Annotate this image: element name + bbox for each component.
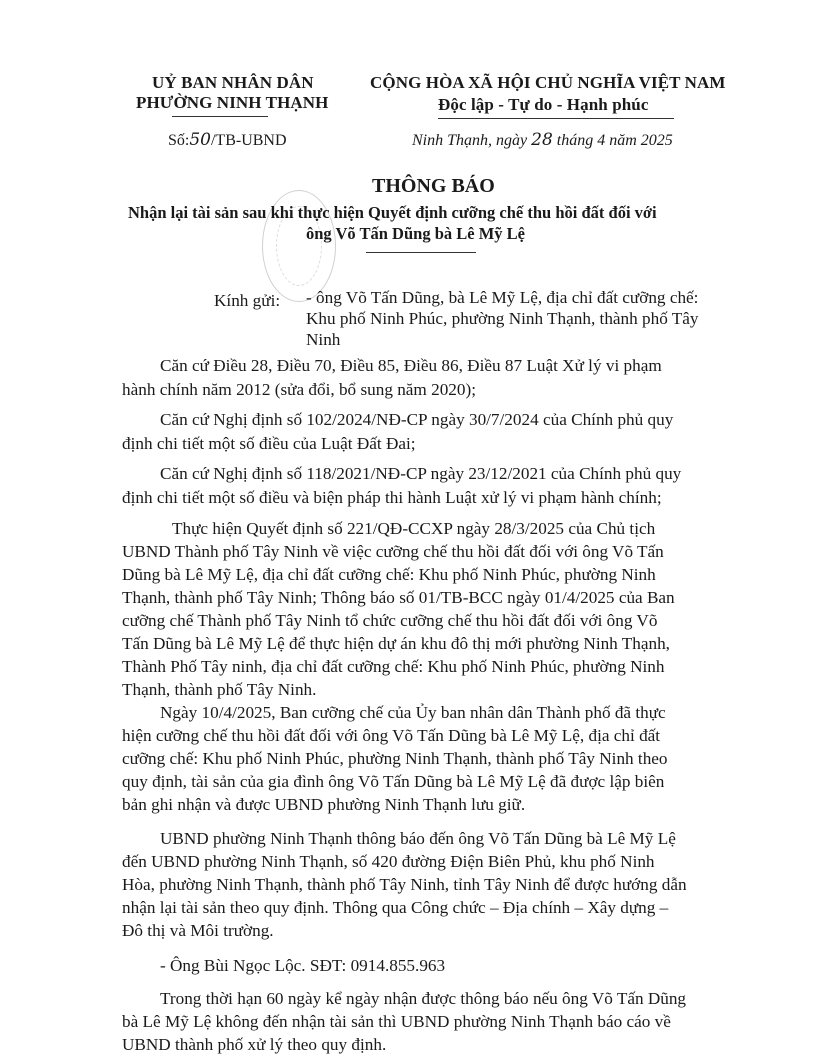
contact-line: - Ông Bùi Ngọc Lộc. SĐT: 0914.855.963 xyxy=(160,956,446,975)
body-line: Trong thời hạn 60 ngày kể ngày nhận được thông báo nếu ông Võ Tấn Dũng xyxy=(160,989,687,1008)
date-prefix: Ninh Thạnh, ngày xyxy=(412,132,528,149)
body-line: Căn cứ Điều 28, Điều 70, Điều 85, Điều 86, Điều 87 Luật Xử lý vi phạm xyxy=(160,356,662,375)
body-line: quy định, tài sản của gia đình ông Võ Tấn Dũng bà Lê Mỹ Lệ đã được lập biên xyxy=(122,772,665,791)
body-line: bản ghi nhận và được UBND phường Ninh Thạnh lưu giữ. xyxy=(122,795,526,814)
body-line: hiện cưỡng chế thu hồi đất đối với ông Võ Tấn Dũng bà Lê Mỹ Lệ, địa chỉ đất xyxy=(122,726,661,745)
recipient-line2: Khu phố Ninh Phúc, phường Ninh Thạnh, thành phố Tây xyxy=(306,309,699,328)
body-line: Thạnh, thành phố Tây Ninh. xyxy=(122,680,317,699)
body-line: cưỡng chế Thành phố Tây Ninh tổ chức cưỡng chế thu hồi đất đối với ông Võ xyxy=(122,611,658,630)
recipient-line1: - ông Võ Tấn Dũng, bà Lê Mỹ Lệ, địa chỉ đất cưỡng chế: xyxy=(306,288,699,307)
date-day-handwritten: 28 xyxy=(531,130,553,150)
body-line: Dũng bà Lê Mỹ Lệ, địa chỉ đất cưỡng chế: Khu phố Ninh Phúc, phường Ninh xyxy=(122,565,656,584)
body-line: bà Lê Mỹ Lệ không đến nhận tài sản thì UBND phường Ninh Thạnh báo cáo về xyxy=(122,1012,671,1031)
motto: Độc lập - Tự do - Hạnh phúc xyxy=(438,95,649,114)
body-line: hành chính năm 2012 (sửa đổi, bổ sung năm 2020); xyxy=(122,380,476,399)
doc-number-handwritten: 50 xyxy=(189,130,211,150)
doc-subtitle-line1: Nhận lại tài sản sau khi thực hiện Quyết định cưỡng chế thu hồi đất đối với xyxy=(128,203,657,222)
body-line: Tấn Dũng bà Lê Mỹ Lệ để thực hiện dự án khu đô thị mới phường Ninh Thạnh, xyxy=(122,634,670,653)
body-line: Căn cứ Nghị định số 118/2021/NĐ-CP ngày 23/12/2021 của Chính phủ quy xyxy=(160,464,682,483)
body-line: Đô thị và Môi trường. xyxy=(122,921,274,940)
body-line: Thành Phố Tây ninh, địa chỉ đất cưỡng chế: Khu phố Ninh Phúc, phường Ninh xyxy=(122,657,665,676)
body-line: Hòa, phường Ninh Thạnh, thành phố Tây Ninh, tỉnh Tây Ninh để được hướng dẫn xyxy=(122,875,687,894)
title-underline xyxy=(366,252,476,253)
body-line: nhận lại tài sản theo quy định. Thông qua Công chức – Địa chính – Xây dựng – xyxy=(122,898,669,917)
doc-number xyxy=(168,130,287,150)
body-line: UBND phường Ninh Thạnh thông báo đến ông Võ Tấn Dũng bà Lê Mỹ Lệ xyxy=(160,829,676,848)
body-line: Ngày 10/4/2025, Ban cưỡng chế của Ủy ban nhân dân Thành phố đã thực xyxy=(160,703,666,722)
org-name-line1: UỶ BAN NHÂN DÂN xyxy=(152,73,314,92)
body-line: Thạnh, thành phố Tây Ninh; Thông báo số 01/TB-BCC ngày 01/4/2025 của Ban xyxy=(122,588,675,607)
country-name: CỘNG HÒA XÃ HỘI CHỦ NGHĨA VIỆT NAM xyxy=(370,73,726,92)
body-line: Thực hiện Quyết định số 221/QĐ-CCXP ngày 28/3/2025 của Chủ tịch xyxy=(172,519,656,538)
doc-date xyxy=(412,130,673,150)
recipient-label: Kính gửi: xyxy=(214,291,281,310)
date-suffix: tháng 4 năm 2025 xyxy=(556,132,673,149)
body-line: cưỡng chế: Khu phố Ninh Phúc, phường Ninh Thạnh, thành phố Tây Ninh theo xyxy=(122,749,668,768)
body-line: UBND Thành phố Tây Ninh về việc cưỡng chế thu hồi đất đối với ông Võ Tấn xyxy=(122,542,664,561)
recipient-line3: Ninh xyxy=(306,330,341,349)
doc-number-prefix: Số: xyxy=(168,132,190,149)
body-line: đến UBND phường Ninh Thạnh, số 420 đường Điện Biên Phủ, khu phố Ninh xyxy=(122,852,655,871)
doc-number-suffix: /TB-UBND xyxy=(210,132,287,149)
body-line: định chi tiết một số điều và biện pháp thi hành Luật xử lý vi phạm hành chính; xyxy=(122,488,662,507)
motto-underline xyxy=(438,118,674,119)
org-name-line2: PHƯỜNG NINH THẠNH xyxy=(136,93,329,112)
body-line: UBND thành phố xử lý theo quy định. xyxy=(122,1035,387,1054)
body-line: Căn cứ Nghị định số 102/2024/NĐ-CP ngày 30/7/2024 của Chính phủ quy xyxy=(160,410,674,429)
doc-subtitle-line2: ông Võ Tấn Dũng bà Lê Mỹ Lệ xyxy=(306,224,525,243)
body-line: định chi tiết một số điều của Luật Đất Đai; xyxy=(122,434,416,453)
doc-title: THÔNG BÁO xyxy=(372,175,495,197)
org-underline xyxy=(172,116,268,117)
